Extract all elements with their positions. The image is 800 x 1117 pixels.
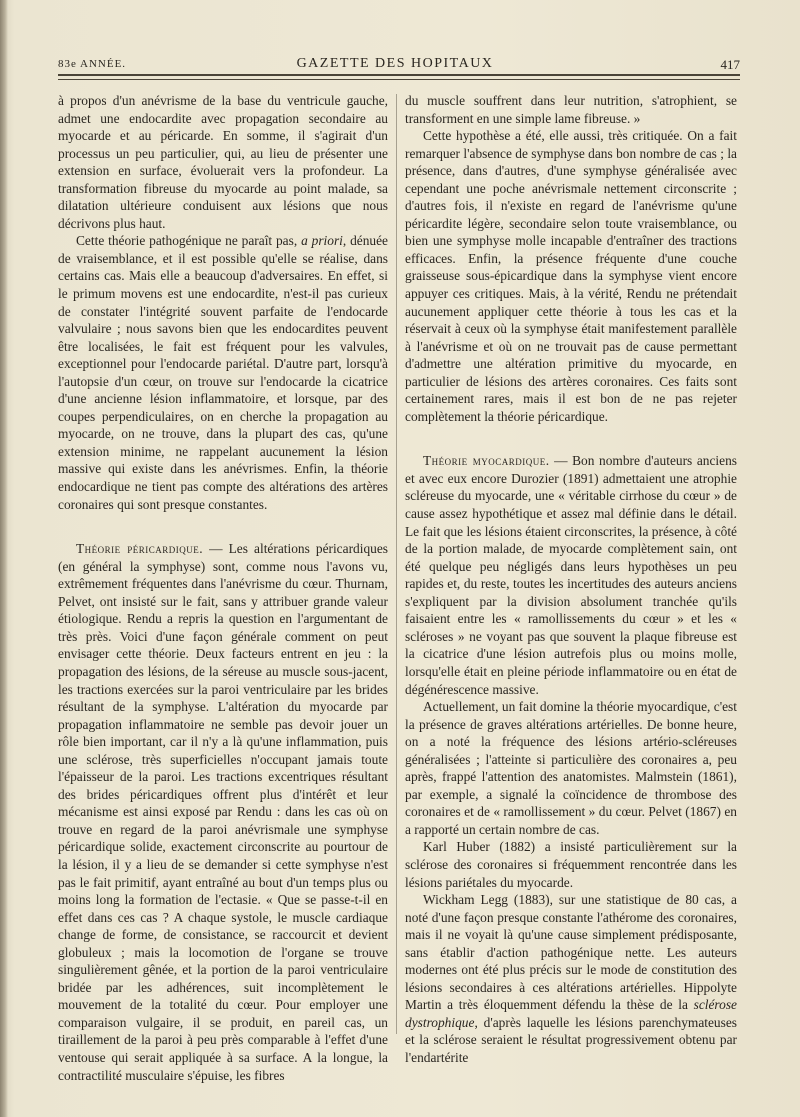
page-header bbox=[50, 56, 740, 76]
section-heading: Théorie myocardique. bbox=[423, 453, 550, 469]
italic-term: sclérose dystrophique bbox=[405, 997, 737, 1030]
section-heading: Théorie péricardique. bbox=[76, 541, 204, 557]
column-divider bbox=[396, 94, 397, 1034]
page-binding-edge bbox=[0, 0, 8, 1117]
left-column bbox=[58, 92, 388, 1084]
paragraph: Wickham Legg (1883), sur une statistique de 80 cas, a noté d'une façon presque constante l'athérome des coronaires, mais il ne voyait là qu'une cause simplement prédisposante, sans établir d'action pathogénique nette. Les auteurs modernes ont été plus précis sur le mode de constitution des lésions secondaires à ces altérations artérielles. Hippolyte Martin a très éloquemment défendu la thèse de la sclérose dystrophique, d'après laquelle les lésions parenchymateuses et la sclérose seraient le résultat progressivement obtenu par l'endartérite bbox=[405, 892, 737, 1065]
issue-number: 83e ANNÉE. bbox=[58, 58, 127, 70]
page-number: 417 bbox=[720, 57, 740, 72]
section-paragraph: Théorie myocardique. — Bon nombre d'auteurs anciens et avec eux encore Durozier (1891) admettaient une atrophie scléreuse du myocarde, une « véritable cirrhose du cœur » de cause assez hypothétique et assez mal définie dans le détail. Le fait que les lésions étaient circonscrites, la présence, à côté de la portion malade, de myocarde complètement sain, ont été quelque peu négligés dans leurs hypothèses un peu rapides et, du reste, toutes les incertitudes des auteurs anciens s'expliquent par la division absolument tranchée qu'ils faisaient entre les « ramollissements du cœur » et les « scléroses » ne voyant pas que souvent la plaque fibreuse est la cicatrice d'une lésion autrefois plus ou moins molle, lorsqu'elle était en pleine période inflammatoire ou en état de dégénérescence massive. bbox=[405, 453, 737, 697]
paragraph: Karl Huber (1882) a insisté particulièrement sur la sclérose des coronaires si fréquemment rencontrée dans les lésions pariétales du myocarde. bbox=[405, 839, 737, 890]
right-column bbox=[405, 92, 737, 1067]
paragraph: Cette théorie pathogénique ne paraît pas, a priori, dénuée de vraisemblance, et il est possible qu'elle se réalise, dans certains cas. Mais elle a beaucoup d'adversaires. En effet, si le primum movens est une endocardite, n'est-il pas curieux de constater l'intégrité souvent parfaite de l'endocarde valvulaire ; nous savons bien que les endocardites peuvent être localisées, le fait est fréquent pour les valvules, exceptionnel pour l'endocarde pariétal. D'autre part, lorsqu'à l'autopsie d'un cœur, on trouve sur l'endocarde la cicatrice d'une ancienne lésion inflammatoire, et lorsque, par des coupes perpendiculaires, on en cherche la propagation au myocarde, on ne trouve, dans la plupart des cas, qu'une extension minime, ne rappelant aucunement la lésion massive qui existe dans les anévrismes. Enfin, la théorie endocardique ne tient pas compte des altérations des artères coronaires qui sont presque constantes. bbox=[58, 233, 388, 512]
paragraph: Cette hypothèse a été, elle aussi, très critiquée. On a fait remarquer l'absence de symphyse dans bon nombre de cas ; la présence, dans d'autres, d'une symphyse généralisée avec cependant une poche anévrismale nettement circonscrite ; d'autres fois, il n'existe en regard de l'anévrisme qu'une péricardite légère, secondaire selon toute vraisemblance, ou bien une symphyse molle incapable d'entraîner des tractions efficaces. Enfin, la présence fréquente d'une couche graisseuse sous-épicardique dans la symphyse vient encore appuyer ces critiques. Mais, à la vérité, Rendu ne prétendait aucunement appliquer cette théorie à tous les cas et la réservait à ceux où la symphyse était manifestement parallèle à l'anévrisme et où on ne trouvait pas de cause permettant d'admettre une altération primitive du myocarde, en particulier de lésions des artères coronaires. Ces faits sont certainement rares, mais il est bon de ne pas rejeter complètement la théorie péricardique. bbox=[405, 128, 737, 424]
paragraph: Actuellement, un fait domine la théorie myocardique, c'est la présence de graves altérations artérielles. De bonne heure, on a noté la fréquence des lésions artério-scléreuses généralisées ; l'atteinte si particulière des coronaires a, peu après, frappé l'attention des anatomistes. Malmstein (1861), par exemple, a signalé la coïncidence de thrombose des coronaires et de « ramollissement » du cœur. Pelvet (1867) en a rapporté un certain nombre de cas. bbox=[405, 699, 737, 837]
journal-title: GAZETTE DES HOPITAUX bbox=[296, 56, 494, 71]
paragraph: à propos d'un anévrisme de la base du ventricule gauche, admet une endocardite avec propagation secondaire au myocarde et au péricarde. En somme, il s'agirait d'un processus un peu particulier, qui, au lieu de présenter une extension en surface, évoluerait vers la profondeur. La transformation fibreuse du myocarde au point malade, sa dilatation ultérieure conduisent aux lésions que nous décrivons plus haut. bbox=[58, 93, 388, 231]
paragraph: du muscle souffrent dans leur nutrition, s'atrophient, se transforment en une simple lame fibreuse. » bbox=[405, 93, 737, 126]
italic-term: a priori bbox=[301, 233, 343, 249]
header-rule bbox=[58, 74, 740, 76]
header-rule-thin bbox=[58, 79, 740, 80]
section-paragraph: Théorie péricardique. — Les altérations péricardiques (en général la symphyse) sont, comme nous l'avons vu, extrêmement fréquentes dans l'anévrisme du cœur. Thurnam, Pelvet, ont insisté sur le fait, sans y attribuer grande valeur étiologique. Rendu a repris la question en l'argumentant de très près. Voici d'une façon générale comment on peut envisager cette théorie. Deux facteurs entrent en jeu : la propagation des lésions, de la séreuse au muscle sous-jacent, les tractions exercées sur la paroi ventriculaire par les brides résultant de la symphyse. L'altération du myocarde par propagation inflammatoire ne semble pas devoir jouer un rôle bien important, car il n'y a là qu'une inflammation, puis une sclérose, très superficielles n'occupant jamais toute l'épaisseur de la paroi. Les tractions excentriques résultant des brides péricardiques offrent plus d'intérêt et leur mécanisme est ainsi exposé par Rendu : dans les cas où on trouve en regard de la paroi anévrismale une symphyse péricardique solide, exactement circonscrite au pourtour de la lésion, il y a lieu de se demander si cette symphyse n'est pas le fait primitif, ayant entraîné au bout d'un temps plus ou moins long la formation de l'ectasie. « Que se passe-t-il en effet dans ces cas ? A chaque systole, le muscle cardiaque change de forme, de consistance, se raccourcit et devient globuleux ; mais la locomotion de l'organe se trouve singulièrement gênée, et la portion de la paroi ventriculaire bridée par les adhérences, suit incomplètement le mouvement de la totalité du cœur. Pour employer une comparaison vulgaire, il se produit, en pareil cas, un tiraillement de la paroi à peu près comparable à l'effet d'une ventouse qui serait appliquée à sa surface. A la longue, la contractilité musculaire s'épuise, les fibres bbox=[58, 541, 388, 1083]
